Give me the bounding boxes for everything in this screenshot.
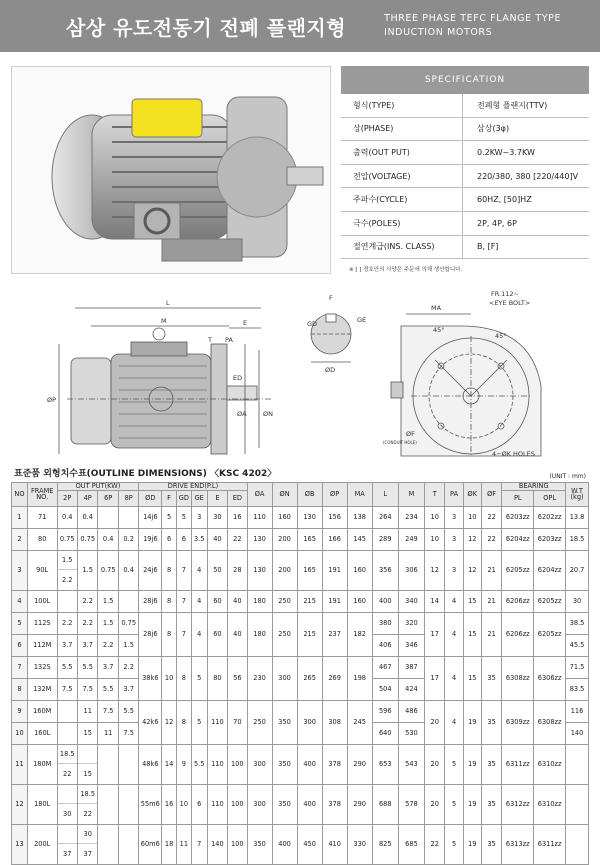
th-e: E <box>207 490 227 506</box>
table-row: 7 132S 5.5 5.5 3.7 2.2 38k6 10 8 5 80 56 230 300 265 269 198 467 387 17 4 15 35 6308zz 6306zz 71.5 <box>12 656 589 678</box>
top-section <box>11 66 589 284</box>
th-8p: 8P <box>118 490 139 506</box>
th-d: ØD <box>139 490 162 506</box>
th-ma: MA <box>347 483 372 507</box>
th-opl: OPL <box>534 490 566 506</box>
spec-title: SPECIFICATION <box>341 66 589 94</box>
specification-panel <box>341 66 589 273</box>
table-row: 11 180M 18.5 22 15 48k6 14 9 5.5 110 100 300 350 400 378 290 653 543 20 5 19 35 6311zz 6310zz <box>12 744 589 784</box>
th-pl: PL <box>502 490 534 506</box>
th-frame: FRAME NO. <box>27 483 57 507</box>
spec-row: 주파수(CYCLE) 60HZ, [50]HZ <box>341 188 589 212</box>
table-row: 8 132M 7.5 7.5 5.5 3.7 504 424 83.5 <box>12 678 589 700</box>
th-t: T <box>425 483 445 507</box>
spec-note: ※ [ ] 경호안의 사양은 주문에 의해 생산합니다. <box>349 267 463 274</box>
th-k: ØK <box>463 483 481 507</box>
motor-illustration <box>12 67 330 273</box>
th-p: ØP <box>322 483 347 507</box>
table-row: 6 112M 3.7 3.7 2.2 1.5 406 346 45.5 <box>12 634 589 656</box>
th-gd: GD <box>176 490 191 506</box>
label-D: ØD <box>325 366 336 374</box>
th-4p: 4P <box>77 490 97 506</box>
spec-row: 상(PHASE) 삼상(3φ) <box>341 118 589 142</box>
spec-row: 형식(TYPE) 전폐형 플랜지(TTV) <box>341 94 589 118</box>
label-holes: 4−ØK HOLES <box>492 450 535 458</box>
label-PA: PA <box>225 336 233 344</box>
th-drive: DRIVE END(P.L) <box>139 483 247 491</box>
label-45deg-left: 45° <box>433 326 445 334</box>
page-header <box>0 0 600 52</box>
table-row: 2 80 0.75 0.75 0.4 0.2 19j6 6 6 3.5 40 22 130 200 165 166 145 289 249 10 3 12 22 6204zz 6203zz 18.5 <box>12 528 589 550</box>
table-row: 3 90L 1.5 2.2 1.5 0.75 0.4 24j6 8 7 4 50 28 130 200 165 191 160 356 306 12 3 12 21 6205zz 6204zz 20.7 <box>12 550 589 590</box>
label-P: ØP <box>47 396 57 404</box>
label-GD: GD <box>307 320 318 328</box>
label-MA: MA <box>431 304 442 312</box>
th-a: ØA <box>247 483 272 507</box>
motor-photo <box>11 66 331 274</box>
outline-drawings <box>11 286 589 462</box>
th-ge: GE <box>191 490 207 506</box>
label-ED: ED <box>233 374 243 382</box>
th-wt: W.T (kg) <box>566 483 589 507</box>
th-pa: PA <box>445 483 463 507</box>
title-korean: 삼상 유도전동기 전폐 플랜지형 <box>66 15 347 40</box>
th-ed: ED <box>228 490 247 506</box>
table-unit: (UNIT : mm) <box>549 473 586 480</box>
spec-row: 출력(OUT PUT) 0.2KW~3.7KW <box>341 141 589 165</box>
label-A: ØA <box>237 410 247 418</box>
label-N: ØN <box>263 410 273 418</box>
th-2p: 2P <box>57 490 77 506</box>
th-b: ØB <box>297 483 322 507</box>
title-english: THREE PHASE TEFC FLANGE TYPE INDUCTION MOTORS <box>384 13 562 38</box>
label-T: T <box>208 336 212 344</box>
label-GE: GE <box>357 316 367 324</box>
dimensions-table <box>11 482 589 865</box>
label-E: E <box>243 319 248 327</box>
table-row: 9 160M 11 7.5 5.5 42k6 12 8 5 110 70 250 350 300 308 245 596 486 20 4 19 35 6309zz 6308zz 116 <box>12 700 589 722</box>
th-output: OUT PUT(KW) <box>57 483 139 491</box>
spec-row: 전압(VOLTAGE) 220/380, 380 [220/440]V <box>341 165 589 189</box>
spec-row: 극수(POLES) 2P, 4P, 6P <box>341 212 589 236</box>
label-phiF: ØF <box>406 430 415 438</box>
table-row: 5 112S 2.2 2.2 1.5 0.75 28j6 8 7 4 60 40 180 250 215 237 182 380 320 17 4 15 21 6206zz 6205zz 38.5 <box>12 612 589 634</box>
th-ff: ØF <box>481 483 501 507</box>
th-no: NO <box>12 483 28 507</box>
label-M: M <box>161 317 167 325</box>
label-fr: FR.112~ <box>491 290 519 298</box>
th-l: L <box>372 483 398 507</box>
table-title: 표준품 외형치수표(OUTLINE DIMENSIONS) 〈KSC 4202〉 <box>14 469 277 479</box>
dimension-drawing <box>11 286 589 462</box>
table-row: 10 160L 15 11 7.5 640 530 140 <box>12 722 589 744</box>
label-F: F <box>329 294 333 302</box>
table-row: 12 180L 30 18.5 22 55m6 16 10 6 110 100 300 350 400 378 290 688 578 20 5 19 35 6312zz 6310zz <box>12 784 589 824</box>
table-row: 1 71 0.4 0.4 14j6 5 5 3 30 16 110 160 130 156 138 264 234 10 3 10 22 6203zz 6202zz 13.8 <box>12 506 589 528</box>
th-f: F <box>162 490 177 506</box>
th-bearing: BEARING <box>502 483 566 491</box>
label-eyebolt: <EYE BOLT> <box>489 299 531 307</box>
label-conduit: (CONDUIT HOLE) <box>383 440 417 445</box>
th-m: M <box>398 483 424 507</box>
th-n: ØN <box>272 483 297 507</box>
table-row: 13 200L 37 30 37 60m6 18 11 7 140 100 350 400 450 410 330 825 685 22 5 19 35 6313zz 6311zz <box>12 824 589 864</box>
th-6p: 6P <box>98 490 118 506</box>
table-row: 4 100L 2.2 1.5 28j6 8 7 4 60 40 180 250 215 191 160 400 340 14 4 15 21 6206zz 6205zz 30 <box>12 590 589 612</box>
spec-row: 절연계급(INS. CLASS) B, [F] <box>341 236 589 260</box>
label-L: L <box>166 299 170 307</box>
label-45deg-right: 45° <box>495 332 507 340</box>
